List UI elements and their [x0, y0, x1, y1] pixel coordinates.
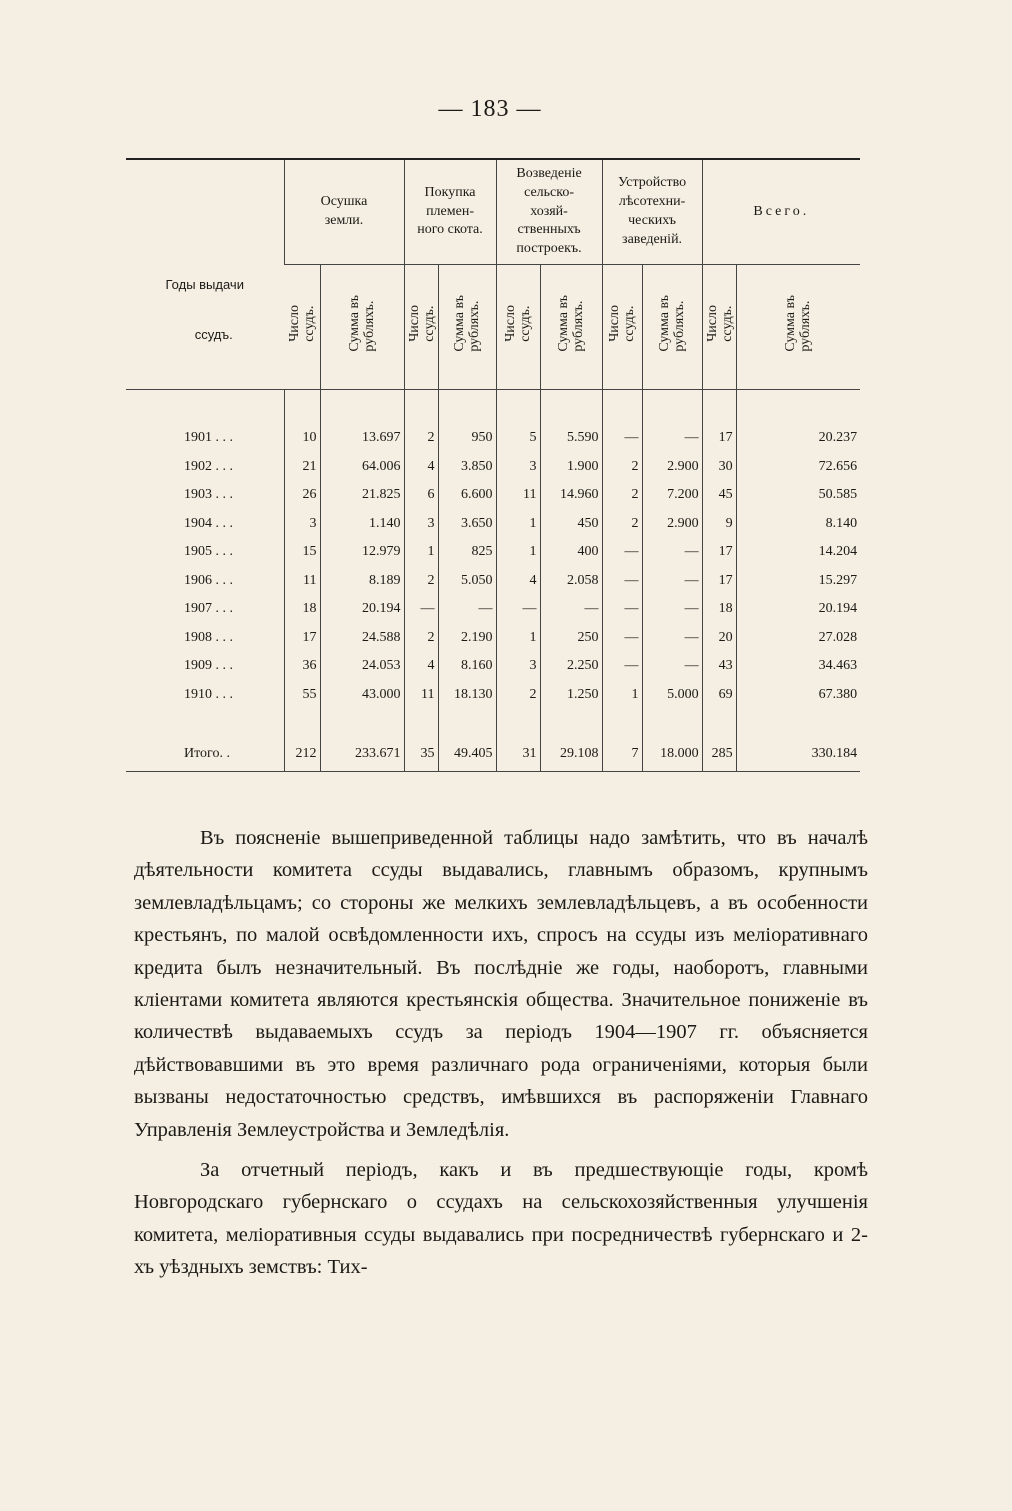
buildings-count: 2: [496, 681, 540, 710]
drainage-sum: 43.000: [320, 681, 404, 710]
total-count: 20: [702, 624, 736, 653]
livestock-count: 2: [404, 424, 438, 453]
forestry-count: 2: [602, 453, 642, 482]
sub-header-count: Число ссудъ.: [404, 265, 438, 390]
livestock-sum: 8.160: [438, 652, 496, 681]
buildings-count: 3: [496, 652, 540, 681]
total-sum: 20.194: [736, 595, 860, 624]
year-cell: Итого. .: [126, 737, 284, 772]
sub-header-count: Число ссудъ.: [284, 265, 320, 390]
year-cell: 1907 . . .: [184, 601, 233, 617]
drainage-count: 11: [284, 567, 320, 596]
table-row: [126, 424, 860, 453]
total-sum: 14.204: [736, 538, 860, 567]
livestock-sum: 3.650: [438, 510, 496, 539]
total-count: 30: [702, 453, 736, 482]
sub-header-count: Число ссудъ.: [496, 265, 540, 390]
livestock-count: 4: [404, 652, 438, 681]
livestock-count: 1: [404, 538, 438, 567]
buildings-count: 3: [496, 453, 540, 482]
total-count: 17: [702, 424, 736, 453]
sub-header-sum: Сумма въ рубляхъ.: [540, 265, 602, 390]
livestock-sum: 3.850: [438, 453, 496, 482]
total-count: 285: [702, 737, 736, 772]
year-cell: 1910 . . .: [184, 686, 233, 702]
forestry-count: 7: [602, 737, 642, 772]
years-header-line2: ссудъ.: [194, 326, 233, 342]
drainage-sum: 24.588: [320, 624, 404, 653]
livestock-count: 11: [404, 681, 438, 710]
livestock-count: 2: [404, 624, 438, 653]
buildings-sum: 14.960: [540, 481, 602, 510]
livestock-count: —: [404, 595, 438, 624]
total-count: 17: [702, 567, 736, 596]
drainage-count: 212: [284, 737, 320, 772]
buildings-sum: 5.590: [540, 424, 602, 453]
total-sum: 15.297: [736, 567, 860, 596]
forestry-count: 2: [602, 481, 642, 510]
drainage-count: 10: [284, 424, 320, 453]
buildings-count: 4: [496, 567, 540, 596]
livestock-sum: 18.130: [438, 681, 496, 710]
total-sum: 8.140: [736, 510, 860, 539]
forestry-sum: 18.000: [642, 737, 702, 772]
buildings-sum: 1.250: [540, 681, 602, 710]
table-row: [126, 624, 860, 653]
buildings-sum: 2.058: [540, 567, 602, 596]
drainage-count: 18: [284, 595, 320, 624]
loans-table: [126, 158, 860, 772]
year-cell: 1909 . . .: [184, 658, 233, 674]
forestry-sum: —: [642, 538, 702, 567]
forestry-count: 1: [602, 681, 642, 710]
buildings-sum: 1.900: [540, 453, 602, 482]
buildings-sum: 2.250: [540, 652, 602, 681]
forestry-count: —: [602, 538, 642, 567]
livestock-sum: 825: [438, 538, 496, 567]
total-sum: 72.656: [736, 453, 860, 482]
drainage-count: 26: [284, 481, 320, 510]
table-row: [126, 567, 860, 596]
table-row: [126, 453, 860, 482]
sub-header-count: Число ссудъ.: [602, 265, 642, 390]
forestry-sum: 5.000: [642, 681, 702, 710]
table-row: [126, 538, 860, 567]
years-header-line1: Годы выдачи: [165, 276, 244, 292]
forestry-count: —: [602, 624, 642, 653]
sub-header-sum: Сумма въ рубляхъ.: [736, 265, 860, 390]
forestry-sum: 2.900: [642, 453, 702, 482]
buildings-sum: 400: [540, 538, 602, 567]
total-count: 9: [702, 510, 736, 539]
group-header-buildings: Возведеніе сельско- хозяй- ственныхъ построекъ.: [496, 159, 602, 265]
total-count: 43: [702, 652, 736, 681]
total-row: [126, 737, 860, 772]
buildings-count: 11: [496, 481, 540, 510]
total-sum: 50.585: [736, 481, 860, 510]
total-sum: 27.028: [736, 624, 860, 653]
drainage-sum: 13.697: [320, 424, 404, 453]
forestry-sum: —: [642, 652, 702, 681]
year-cell: 1906 . . .: [184, 572, 233, 588]
livestock-sum: —: [438, 595, 496, 624]
forestry-sum: —: [642, 624, 702, 653]
drainage-count: 3: [284, 510, 320, 539]
forestry-sum: 7.200: [642, 481, 702, 510]
drainage-sum: 12.979: [320, 538, 404, 567]
group-header-forestry: Устройство лѣсотехни- ческихъ заведеній.: [602, 159, 702, 265]
drainage-count: 55: [284, 681, 320, 710]
table-body: [126, 390, 860, 772]
drainage-sum: 8.189: [320, 567, 404, 596]
years-column-header: [126, 159, 284, 390]
table-row: [126, 595, 860, 624]
total-sum: 20.237: [736, 424, 860, 453]
buildings-count: —: [496, 595, 540, 624]
sub-header-count: Число ссудъ.: [702, 265, 736, 390]
livestock-sum: 2.190: [438, 624, 496, 653]
buildings-count: 1: [496, 624, 540, 653]
drainage-count: 21: [284, 453, 320, 482]
buildings-sum: 250: [540, 624, 602, 653]
total-count: 45: [702, 481, 736, 510]
drainage-sum: 64.006: [320, 453, 404, 482]
forestry-count: —: [602, 424, 642, 453]
buildings-sum: 29.108: [540, 737, 602, 772]
group-header-livestock: Покупка племен- ного скота.: [404, 159, 496, 265]
forestry-count: —: [602, 595, 642, 624]
buildings-sum: 450: [540, 510, 602, 539]
group-header-total: Всего.: [702, 159, 860, 265]
buildings-count: 1: [496, 510, 540, 539]
drainage-sum: 20.194: [320, 595, 404, 624]
total-sum: 330.184: [736, 737, 860, 772]
buildings-sum: —: [540, 595, 602, 624]
group-header-drainage: Осушка земли.: [284, 159, 404, 265]
table-row: [126, 481, 860, 510]
sub-header-sum: Сумма въ рубляхъ.: [320, 265, 404, 390]
drainage-sum: 24.053: [320, 652, 404, 681]
livestock-count: 4: [404, 453, 438, 482]
loans-statistics-table: [126, 158, 860, 772]
paragraph: Въ поясненіе вышеприведенной таблицы надо замѣтить, что въ началѣ дѣятельности комитета ссуды выдавались, главнымъ образомъ, крупнымъ землевладѣльцамъ; со стороны же мелкихъ землевладѣльцевъ, а въ особенности крестьянъ, по малой освѣдомленности ихъ, спросъ на ссуды изъ меліоративнаго кредита былъ незначительный. Въ послѣдніе же годы, наоборотъ, главными кліентами комитета являются крестьянскія общества. Значительное пониженіе въ количествѣ выдаваемыхъ ссудъ за періодъ 1904—1907 гг. объясняется дѣйствовавшими въ это время различнаго рода ограниченіями, которыя были вызваны недостаточностью средствъ, имѣвшихся въ распоряженіи Главнаго Управленія Землеустройства и Земледѣлія.: [134, 827, 868, 1141]
drainage-sum: 1.140: [320, 510, 404, 539]
livestock-count: 2: [404, 567, 438, 596]
total-count: 18: [702, 595, 736, 624]
buildings-count: 5: [496, 424, 540, 453]
forestry-count: —: [602, 652, 642, 681]
body-text: [134, 822, 868, 1292]
year-cell: 1905 . . .: [184, 544, 233, 560]
drainage-count: 36: [284, 652, 320, 681]
livestock-sum: 950: [438, 424, 496, 453]
forestry-sum: —: [642, 567, 702, 596]
forestry-count: 2: [602, 510, 642, 539]
buildings-count: 31: [496, 737, 540, 772]
forestry-sum: —: [642, 595, 702, 624]
paragraph: За отчетный періодъ, какъ и въ предшествующіе годы, кромѣ Новгородскаго губернскаго о ссудахъ на сельскохозяйственныя улучшенія комитета, меліоративныя ссуды выдавались при посредничествѣ губернскаго и 2-хъ уѣздныхъ земствъ: Тих-: [134, 1159, 868, 1279]
drainage-sum: 233.671: [320, 737, 404, 772]
total-sum: 67.380: [736, 681, 860, 710]
livestock-sum: 6.600: [438, 481, 496, 510]
livestock-sum: 49.405: [438, 737, 496, 772]
forestry-count: —: [602, 567, 642, 596]
drainage-count: 17: [284, 624, 320, 653]
drainage-sum: 21.825: [320, 481, 404, 510]
table-row: [126, 681, 860, 710]
livestock-count: 6: [404, 481, 438, 510]
table-gap-row: [126, 709, 860, 737]
year-cell: 1904 . . .: [184, 515, 233, 531]
forestry-sum: —: [642, 424, 702, 453]
total-count: 69: [702, 681, 736, 710]
year-cell: 1901 . . .: [184, 430, 233, 446]
sub-header-sum: Сумма въ рубляхъ.: [438, 265, 496, 390]
page-number: — 183 —: [438, 96, 542, 122]
drainage-count: 15: [284, 538, 320, 567]
table-row: [126, 510, 860, 539]
forestry-sum: 2.900: [642, 510, 702, 539]
buildings-count: 1: [496, 538, 540, 567]
total-count: 17: [702, 538, 736, 567]
livestock-count: 3: [404, 510, 438, 539]
total-sum: 34.463: [736, 652, 860, 681]
livestock-count: 35: [404, 737, 438, 772]
year-cell: 1903 . . .: [184, 487, 233, 503]
sub-header-sum: Сумма въ рубляхъ.: [642, 265, 702, 390]
livestock-sum: 5.050: [438, 567, 496, 596]
year-cell: 1902 . . .: [184, 458, 233, 474]
table-row: [126, 652, 860, 681]
year-cell: 1908 . . .: [184, 629, 233, 645]
